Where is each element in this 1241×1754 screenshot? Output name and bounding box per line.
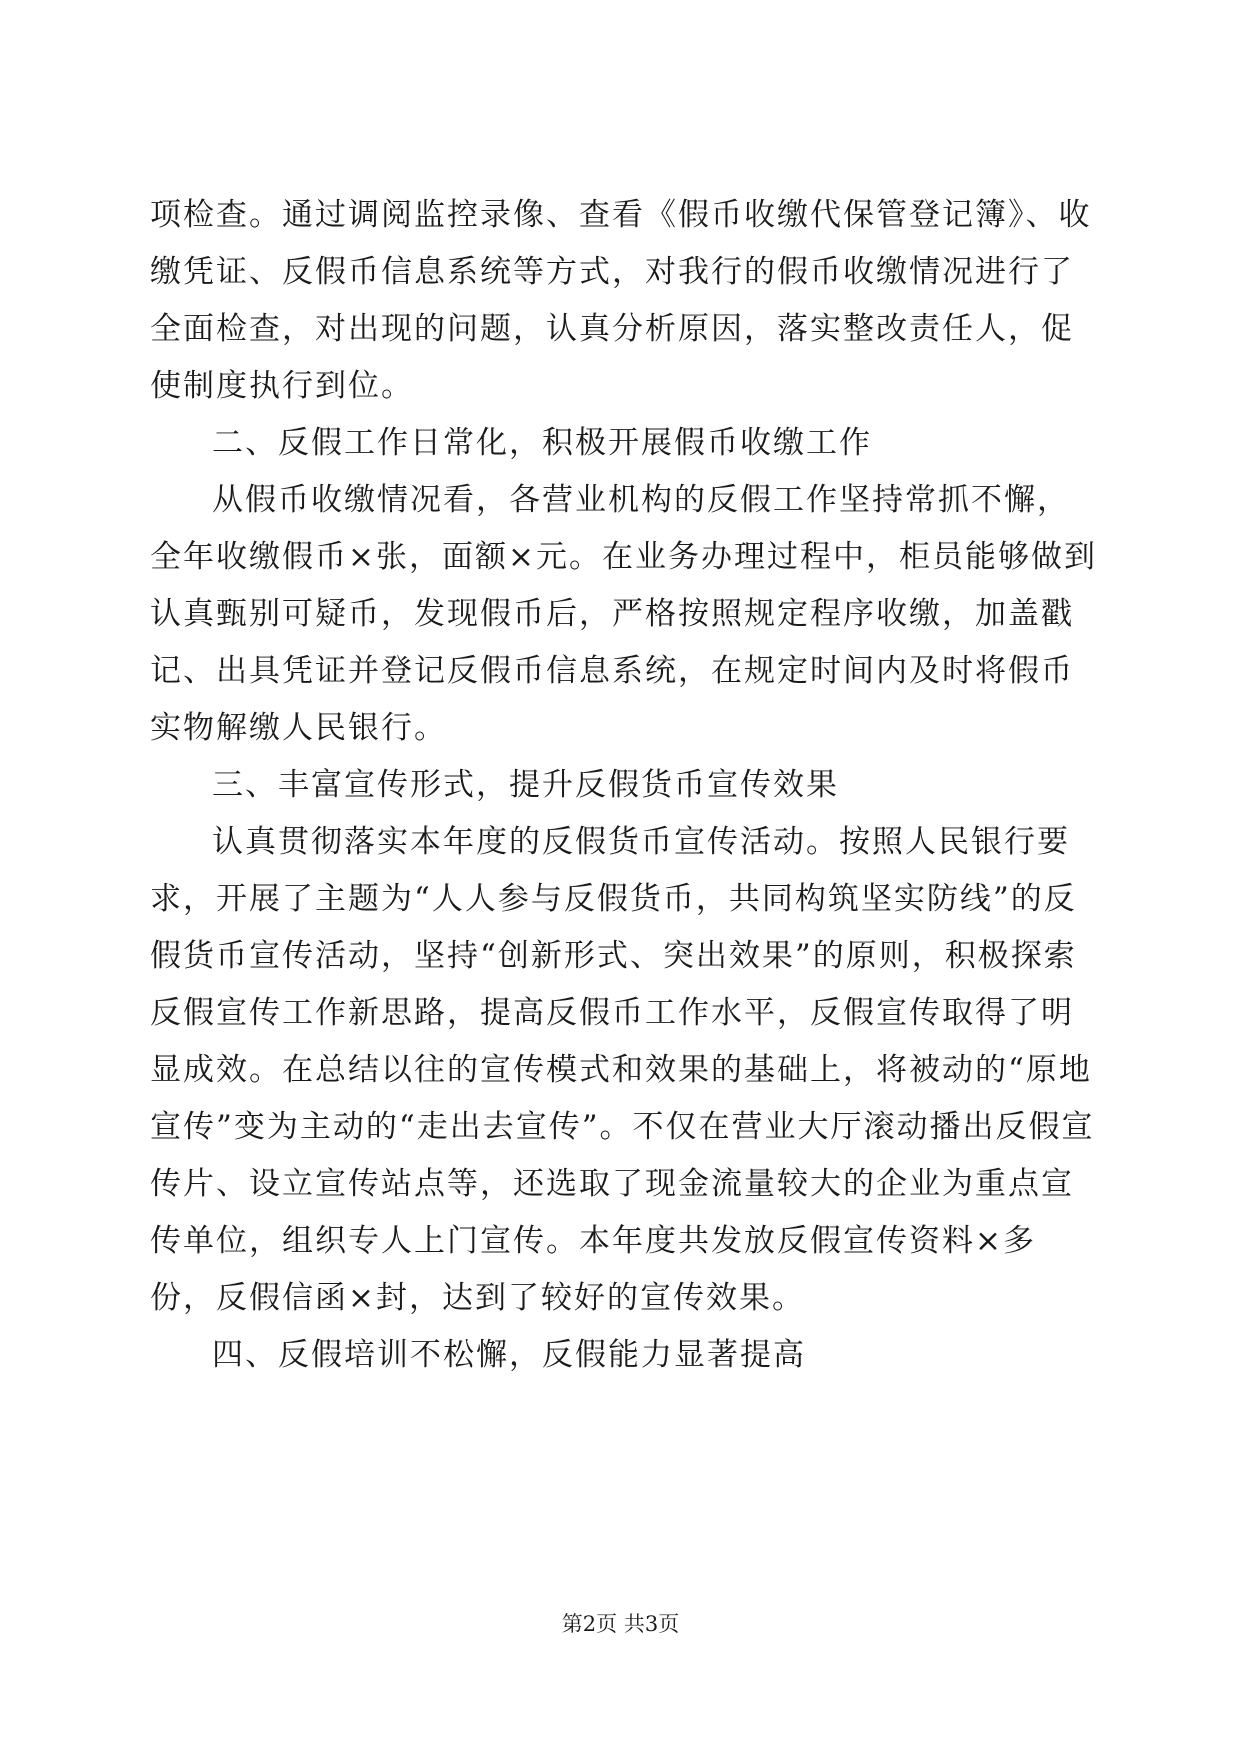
paragraph-continuation: 项检查。通过调阅监控录像、查看《假币收缴代保管登记簿》、收缴凭证、反假币信息系统等方式，对我行的假币收缴情况进行了全面检查，对出现的问题，认真分析原因，落实整改责任人，促使制度执行到位。: [150, 197, 1092, 404]
section-heading-3: 三、丰富宣传形式，提升反假货币宣传效果: [212, 767, 839, 803]
section-heading-4: 四、反假培训不松懈，反假能力显著提高: [212, 1337, 806, 1373]
document-body: [150, 187, 1100, 1384]
page-footer: 第2页 共3页: [561, 1612, 680, 1636]
paragraph-section-3: 认真贯彻落实本年度的反假货币宣传活动。按照人民银行要求，开展了主题为“人人参与反假货币，共同构筑坚实防线”的反假货币宣传活动，坚持“创新形式、突出效果”的原则，积极探索反假宣传工作新思路，提高反假币工作水平，反假宣传取得了明显成效。在总结以往的宣传模式和效果的基础上，将被动的“原地宣传”变为主动的“走出去宣传”。不仅在营业大厅滚动播出反假宣传片、设立宣传站点等，还选取了现金流量较大的企业为重点宣传单位，组织专人上门宣传。本年度共发放反假宣传资料×多份，反假信函×封，达到了较好的宣传效果。: [150, 824, 1095, 1316]
paragraph-section-2: 从假币收缴情况看，各营业机构的反假工作坚持常抓不懈，全年收缴假币×张，面额×元。在业务办理过程中，柜员能够做到认真甄别可疑币，发现假币后，严格按照规定程序收缴，加盖戳记、出具凭证并登记反假币信息系统，在规定时间内及时将假币实物解缴人民银行。: [150, 482, 1097, 746]
section-heading-2: 二、反假工作日常化，积极开展假币收缴工作: [212, 425, 872, 461]
